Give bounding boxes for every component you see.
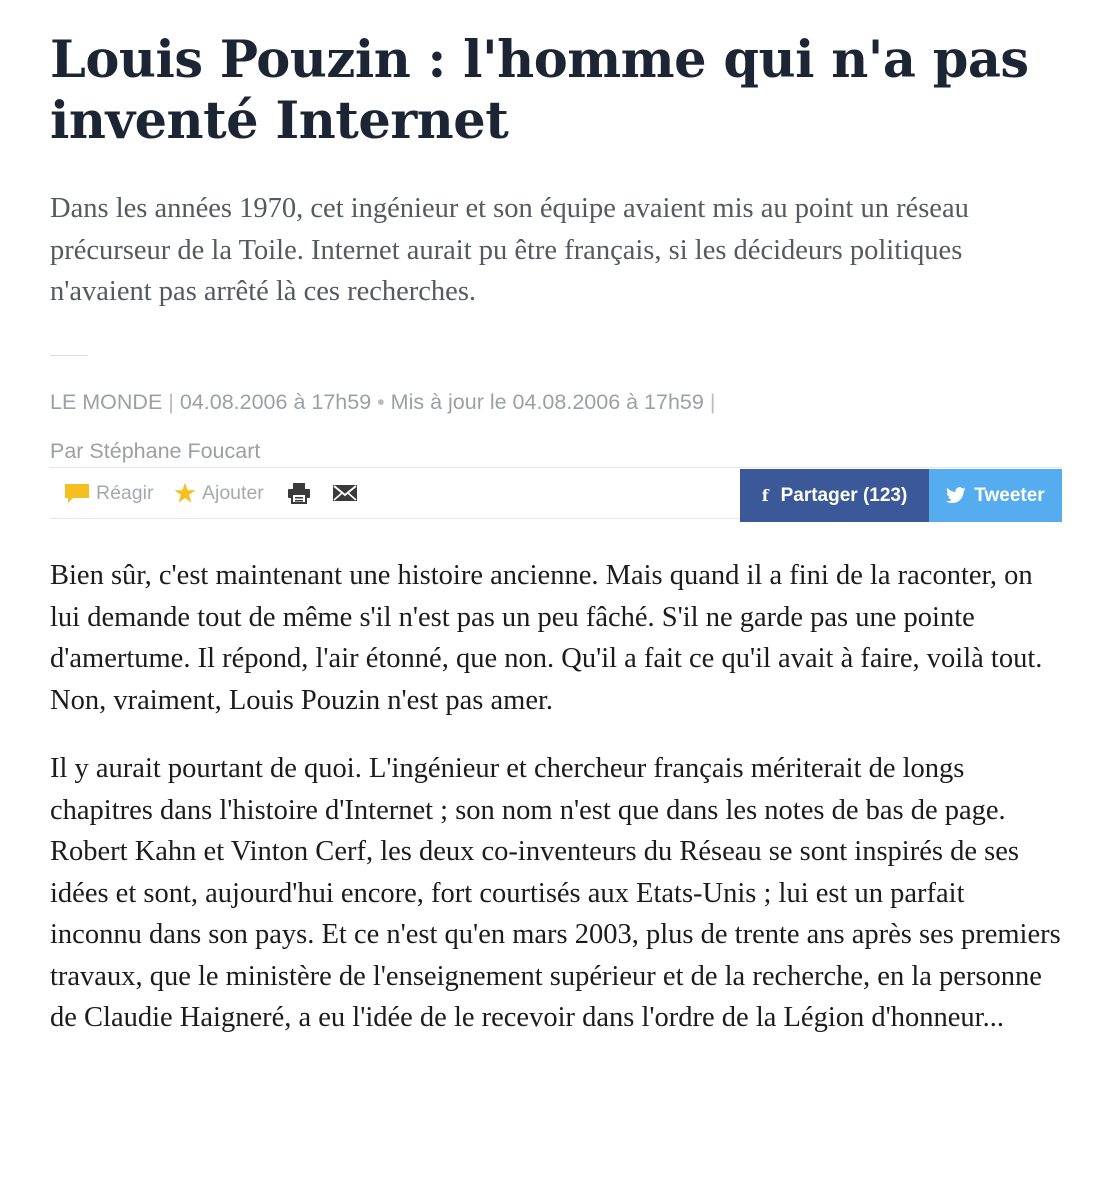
facebook-share-button[interactable] xyxy=(740,469,929,522)
separator: | xyxy=(168,389,180,414)
print-button[interactable] xyxy=(287,468,317,518)
react-label: Réagir xyxy=(96,481,154,504)
mail-icon xyxy=(332,483,358,503)
tweet-label: Tweeter xyxy=(974,484,1045,506)
add-button[interactable] xyxy=(174,468,264,518)
article-body xyxy=(50,555,1062,1039)
publish-date: 04.08.2006 à 17h59 xyxy=(179,389,372,414)
source-name: LE MONDE xyxy=(50,389,163,414)
bullet-separator: • xyxy=(377,389,391,414)
article-lede: Dans les années 1970, cet ingénieur et son équipe avaient mis au point un réseau précurseur de la Toile. Internet aurait pu être français, si les décideurs politiques n'avaient pas arrêté là ces recherches. xyxy=(50,193,969,307)
mail-button[interactable] xyxy=(332,468,364,518)
star-icon xyxy=(174,482,196,504)
byline: Par Stéphane Foucart xyxy=(50,438,261,463)
facebook-icon: f xyxy=(761,486,769,505)
article xyxy=(50,0,1062,1033)
print-icon xyxy=(287,482,311,504)
divider xyxy=(50,355,88,356)
comment-icon xyxy=(64,482,90,504)
twitter-share-button[interactable] xyxy=(929,469,1062,522)
paragraph: Bien sûr, c'est maintenant une histoire ancienne. Mais quand il a fini de la raconter, on lui demande tout de même s'il n'est pas un peu fâché. S'il ne garde pas une pointe d'amertume. Il répond, l'air étonné, que non. Qu'il a fait ce qu'il avait à faire, voilà tout. Non, vraiment, Louis Pouzin n'est pas amer. xyxy=(50,560,1043,716)
updated-label: Mis à jour le xyxy=(390,389,507,414)
dateline xyxy=(50,388,1062,416)
article-toolbar xyxy=(50,467,1062,519)
paragraph: Il y aurait pourtant de quoi. L'ingénieur et chercheur français mériterait de longs chapitres dans l'histoire d'Internet ; son nom n'est que dans les notes de bas de page. Robert Kahn et Vinton Cerf, les deux co-inventeurs du Réseau se sont inspirés de ses idées et sont, aujourd'hui encore, fort courtisés aux Etats-Unis ; lui est un parfait inconnu dans son pays. Et ce n'est qu'en mars 2003, plus de trente ans après ses premiers travaux, que le ministère de l'enseignement supérieur et de la recherche, en la personne de Claudie Haigneré, a eu l'idée de le recevoir dans l'ordre de la Légion d'honneur... xyxy=(50,753,1061,1033)
react-button[interactable] xyxy=(64,468,153,518)
separator: | xyxy=(709,389,716,414)
share-label: Partager (123) xyxy=(780,484,908,506)
article-title: Louis Pouzin : l'homme qui n'a pas inventé Internet xyxy=(50,30,1029,151)
twitter-bird-icon xyxy=(946,487,966,504)
add-label: Ajouter xyxy=(202,481,264,504)
updated-date: 04.08.2006 à 17h59 xyxy=(512,389,704,414)
